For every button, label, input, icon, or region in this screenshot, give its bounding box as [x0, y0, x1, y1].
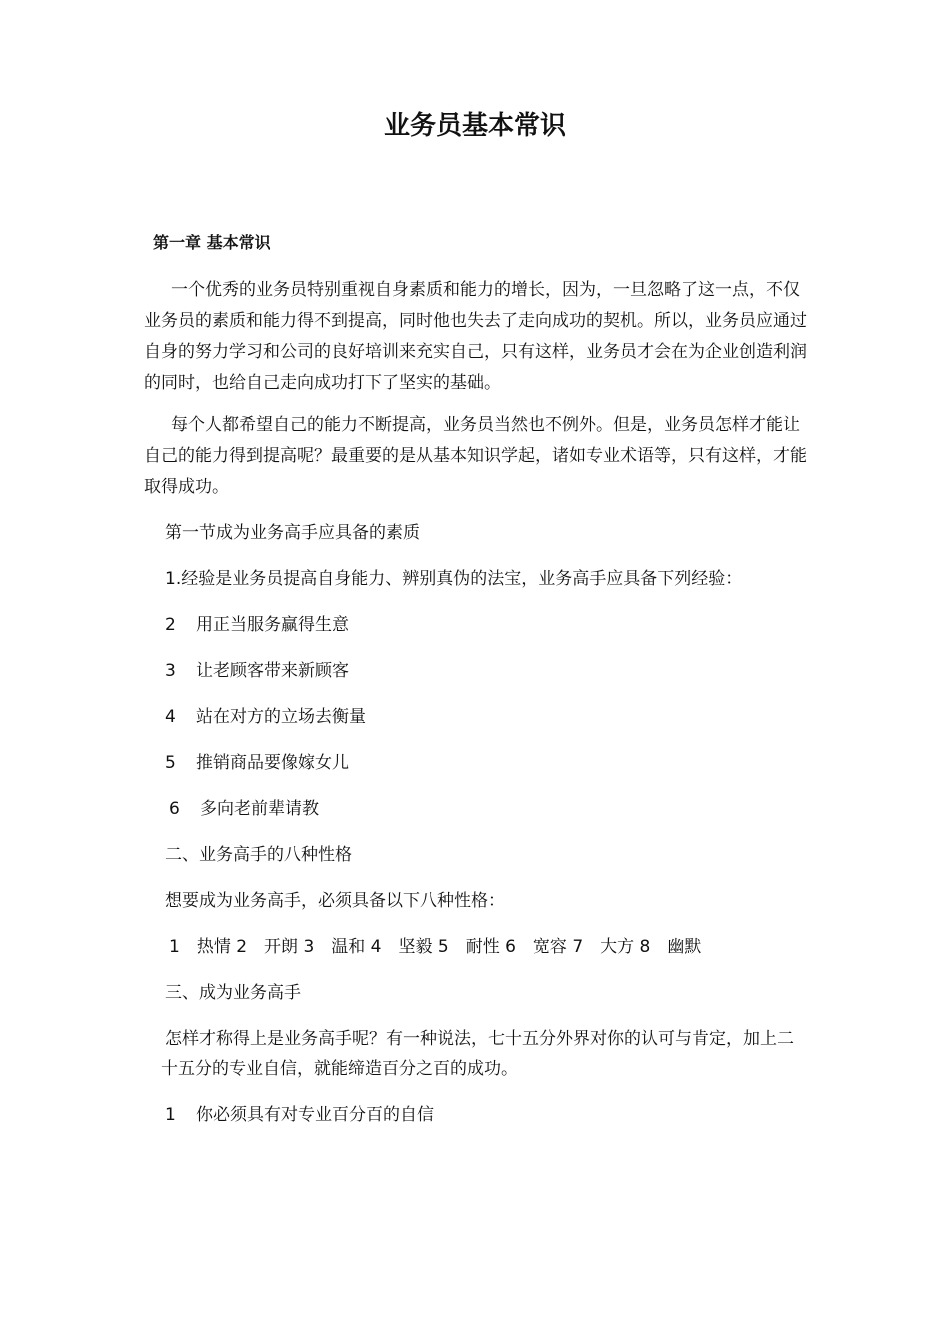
list-item-text: 用正当服务赢得生意 — [196, 615, 349, 635]
intro-paragraph-2: 每个人都希望自己的能力不断提高，业务员当然也不例外。但是，业务员怎样才能让自己的能力得到提高呢？最重要的是从基本知识学起，诸如专业术语等，只有这样，才能取得成功。 — [144, 415, 807, 497]
list-item — [165, 612, 815, 638]
section2-heading: 二、业务高手的八种性格 — [165, 845, 352, 865]
list-item-number: 3 — [165, 661, 176, 681]
list-item — [165, 750, 815, 776]
traits-list: 1 热情 2 开朗 3 温和 4 坚毅 5 耐性 6 宽容 7 大方 8 幽默 — [169, 937, 702, 957]
experience-intro: 1.经验是业务员提高自身能力、辨别真伪的法宝，业务高手应具备下列经验： — [165, 569, 743, 589]
list-item-number: 2 — [165, 615, 176, 635]
list-item — [165, 704, 815, 730]
list-item-number: 4 — [165, 707, 176, 727]
section-heading: 第一节成为业务高手应具备的素质 — [165, 523, 420, 543]
section3-paragraph: 怎样才称得上是业务高手呢？有一种说法，七十五分外界对你的认可与肯定，加上二十五分的专业自信，就能缔造百分之百的成功。 — [161, 1029, 794, 1079]
list-item-number: 1 — [165, 1105, 176, 1125]
list-item-text: 多向老前辈请教 — [200, 799, 319, 819]
list-item-number: 6 — [169, 799, 180, 819]
list-item — [165, 1102, 815, 1128]
list-item — [165, 658, 815, 684]
list-item-text: 你必须具有对专业百分百的自信 — [196, 1105, 434, 1125]
chapter-heading: 第一章 基本常识 — [153, 233, 271, 252]
list-item-text: 站在对方的立场去衡量 — [196, 707, 366, 727]
list-item-text: 推销商品要像嫁女儿 — [196, 753, 349, 773]
intro-paragraph-1: 一个优秀的业务员特别重视自身素质和能力的增长，因为，一旦忽略了这一点，不仅业务员的素质和能力得不到提高，同时他也失去了走向成功的契机。所以，业务员应通过自身的努力学习和公司的良好培训来充实自己，只有这样，业务员才会在为企业创造利润的同时，也给自己走向成功打下了坚实的基础。 — [144, 280, 807, 393]
list-item-number: 5 — [165, 753, 176, 773]
document-title: 业务员基本常识 — [383, 111, 566, 141]
section3-heading: 三、成为业务高手 — [165, 983, 301, 1003]
list-item — [169, 796, 819, 822]
list-item-text: 让老顾客带来新顾客 — [196, 661, 349, 681]
section2-intro: 想要成为业务高手，必须具备以下八种性格： — [165, 891, 505, 911]
